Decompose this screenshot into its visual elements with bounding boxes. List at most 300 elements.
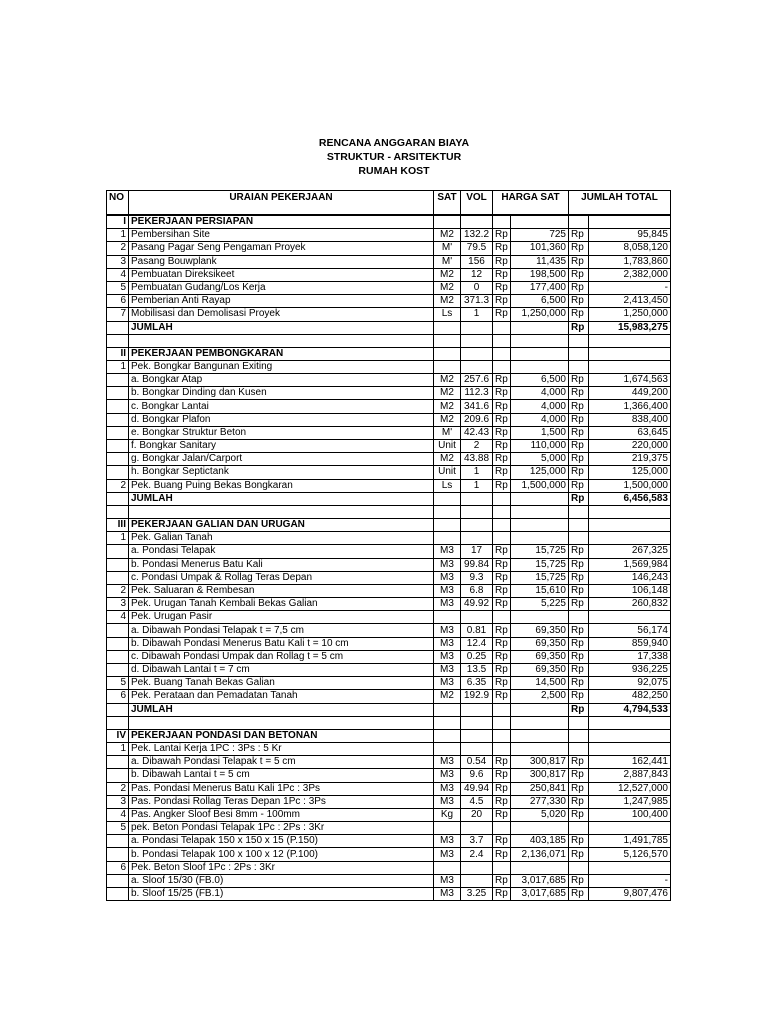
cell-sat [434, 518, 461, 531]
cell-no [107, 321, 129, 334]
cell-jumlah: 12,527,000 [589, 782, 671, 795]
cell-harga-currency [493, 518, 511, 531]
cell-vol: 6.35 [461, 677, 493, 690]
cell-vol: 341.6 [461, 400, 493, 413]
cell-jumlah: 1,783,860 [589, 255, 671, 268]
table-row [107, 888, 671, 901]
cell-no: II [107, 347, 129, 360]
cell-no: 6 [107, 295, 129, 308]
cell-jumlah-currency [569, 611, 589, 624]
cell-harga-currency [493, 742, 511, 755]
cell-jumlah [589, 611, 671, 624]
header-uraian: URAIAN PEKERJAAN [129, 191, 434, 216]
cell-jumlah-currency: Rp [569, 756, 589, 769]
table-row [107, 453, 671, 466]
cell-uraian: d. Bongkar Plafon [129, 413, 434, 426]
cell-jumlah [589, 518, 671, 531]
cell-jumlah-currency: Rp [569, 242, 589, 255]
cell-harga-currency [493, 703, 511, 716]
cell-no [107, 769, 129, 782]
cell-harga-currency: Rp [493, 229, 511, 242]
cell-harga: 198,500 [511, 268, 569, 281]
cell-harga [511, 215, 569, 229]
spacer-row [107, 334, 671, 347]
cell-no: IV [107, 729, 129, 742]
cell-jumlah: 220,000 [589, 440, 671, 453]
cell-harga-currency: Rp [493, 769, 511, 782]
cell-sat [434, 347, 461, 360]
header-vol: VOL [461, 191, 493, 216]
cell-jumlah-currency: Rp [569, 769, 589, 782]
cell-jumlah: 1,491,785 [589, 835, 671, 848]
cell-sat [434, 505, 461, 518]
table-row [107, 782, 671, 795]
cell-vol [461, 716, 493, 729]
cell-harga: 2,500 [511, 690, 569, 703]
cell-jumlah-currency [569, 215, 589, 229]
cell-no [107, 888, 129, 901]
cell-uraian: PEKERJAAN PONDASI DAN BETONAN [129, 729, 434, 742]
table-row [107, 242, 671, 255]
table-row [107, 229, 671, 242]
cell-no: 3 [107, 598, 129, 611]
cell-vol: 49.94 [461, 782, 493, 795]
spacer-row [107, 505, 671, 518]
cell-jumlah-currency: Rp [569, 387, 589, 400]
cell-sat [434, 532, 461, 545]
cell-harga: 4,000 [511, 400, 569, 413]
cell-no [107, 413, 129, 426]
cell-uraian: Pembuatan Direksikeet [129, 268, 434, 281]
cell-sat: M2 [434, 453, 461, 466]
cell-sat [434, 861, 461, 874]
table-row [107, 822, 671, 835]
cell-vol: 49.92 [461, 598, 493, 611]
cell-harga-currency: Rp [493, 756, 511, 769]
cell-vol: 3.25 [461, 888, 493, 901]
cell-sat: M2 [434, 295, 461, 308]
subtotal-row [107, 321, 671, 334]
cell-sat: M3 [434, 664, 461, 677]
cell-no: 2 [107, 242, 129, 255]
cell-vol [461, 729, 493, 742]
cell-jumlah: 95,845 [589, 229, 671, 242]
cell-vol: 2.4 [461, 848, 493, 861]
cell-uraian: PEKERJAAN PEMBONGKARAN [129, 347, 434, 360]
cell-harga-currency: Rp [493, 888, 511, 901]
cell-jumlah: 125,000 [589, 466, 671, 479]
cell-no: 1 [107, 229, 129, 242]
cell-jumlah: 17,338 [589, 650, 671, 663]
cell-harga-currency: Rp [493, 677, 511, 690]
cell-sat: Unit [434, 466, 461, 479]
cell-jumlah [589, 334, 671, 347]
table-row [107, 558, 671, 571]
cell-harga [511, 518, 569, 531]
cell-harga-currency: Rp [493, 281, 511, 294]
cell-jumlah [589, 215, 671, 229]
cell-harga: 177,400 [511, 281, 569, 294]
cell-vol [461, 334, 493, 347]
cell-jumlah-currency: Rp [569, 545, 589, 558]
cell-harga-currency: Rp [493, 782, 511, 795]
cell-sat: M' [434, 426, 461, 439]
cell-jumlah-currency: Rp [569, 584, 589, 597]
cell-sat [434, 716, 461, 729]
cell-vol: 9.6 [461, 769, 493, 782]
cell-sat [434, 215, 461, 229]
cell-jumlah: 4,794,533 [589, 703, 671, 716]
cell-sat: M3 [434, 874, 461, 887]
cell-sat [434, 703, 461, 716]
cell-uraian: b. Pondasi Telapak 100 x 100 x 12 (P.100) [129, 848, 434, 861]
table-row [107, 756, 671, 769]
cell-vol: 132.2 [461, 229, 493, 242]
cell-jumlah: 146,243 [589, 571, 671, 584]
cell-vol [461, 861, 493, 874]
cell-sat: M2 [434, 229, 461, 242]
cell-uraian: Mobilisasi dan Demolisasi Proyek [129, 308, 434, 321]
cell-uraian: a. Pondasi Telapak 150 x 150 x 15 (P.150) [129, 835, 434, 848]
cell-harga [511, 861, 569, 874]
cell-vol [461, 492, 493, 505]
cell-vol: 1 [461, 308, 493, 321]
cell-sat: M3 [434, 650, 461, 663]
cell-no [107, 874, 129, 887]
cell-vol [461, 505, 493, 518]
cell-harga [511, 321, 569, 334]
cell-no: 2 [107, 479, 129, 492]
cell-jumlah: 859,940 [589, 637, 671, 650]
cell-no: 1 [107, 742, 129, 755]
cell-sat: M3 [434, 584, 461, 597]
header-harga: HARGA SAT [493, 191, 569, 216]
cell-jumlah: - [589, 281, 671, 294]
cell-harga-currency: Rp [493, 835, 511, 848]
cell-no [107, 637, 129, 650]
cell-jumlah: 63,645 [589, 426, 671, 439]
document-title [0, 136, 768, 178]
cell-harga: 300,817 [511, 769, 569, 782]
cell-uraian: pek. Beton Pondasi Telapak 1Pc : 2Ps : 3Kr [129, 822, 434, 835]
cell-harga [511, 334, 569, 347]
cell-jumlah-currency [569, 532, 589, 545]
cell-vol: 42.43 [461, 426, 493, 439]
table-row [107, 571, 671, 584]
cell-jumlah-currency: Rp [569, 690, 589, 703]
cell-sat: M2 [434, 268, 461, 281]
cell-no [107, 650, 129, 663]
cell-harga: 6,500 [511, 295, 569, 308]
cell-jumlah-currency: Rp [569, 637, 589, 650]
table-row [107, 479, 671, 492]
cell-uraian: PEKERJAAN GALIAN DAN URUGAN [129, 518, 434, 531]
cell-vol [461, 532, 493, 545]
cell-no [107, 334, 129, 347]
cell-sat: Unit [434, 440, 461, 453]
cell-harga [511, 360, 569, 373]
cell-harga [511, 492, 569, 505]
cell-no [107, 374, 129, 387]
cell-jumlah: 260,832 [589, 598, 671, 611]
cell-harga: 15,725 [511, 571, 569, 584]
cell-jumlah: 6,456,583 [589, 492, 671, 505]
cell-jumlah-currency: Rp [569, 664, 589, 677]
cell-sat: M3 [434, 637, 461, 650]
cell-harga-currency: Rp [493, 413, 511, 426]
cell-harga: 1,500 [511, 426, 569, 439]
table-row [107, 360, 671, 373]
cell-sat: M' [434, 255, 461, 268]
cell-uraian: f. Bongkar Sanitary [129, 440, 434, 453]
cell-vol: 0.54 [461, 756, 493, 769]
cell-uraian: Pek. Perataan dan Pemadatan Tanah [129, 690, 434, 703]
cell-jumlah-currency: Rp [569, 795, 589, 808]
cell-uraian: b. Pondasi Menerus Batu Kali [129, 558, 434, 571]
cell-sat [434, 822, 461, 835]
cell-no [107, 400, 129, 413]
cell-harga: 1,500,000 [511, 479, 569, 492]
cell-vol: 17 [461, 545, 493, 558]
cell-vol: 13.5 [461, 664, 493, 677]
cell-sat: M3 [434, 624, 461, 637]
cell-no [107, 426, 129, 439]
cell-sat [434, 360, 461, 373]
cell-jumlah: 1,247,985 [589, 795, 671, 808]
cell-jumlah-currency: Rp [569, 374, 589, 387]
cell-jumlah-currency [569, 360, 589, 373]
cell-uraian: Pek. Urugan Pasir [129, 611, 434, 624]
cell-harga: 125,000 [511, 466, 569, 479]
cell-uraian: a. Pondasi Telapak [129, 545, 434, 558]
cell-harga: 5,000 [511, 453, 569, 466]
cell-harga-currency: Rp [493, 571, 511, 584]
cell-no [107, 571, 129, 584]
table-row [107, 400, 671, 413]
cell-jumlah: 2,887,843 [589, 769, 671, 782]
cell-harga [511, 505, 569, 518]
cell-jumlah-currency: Rp [569, 308, 589, 321]
cell-no: 7 [107, 308, 129, 321]
cell-uraian: Pembersihan Site [129, 229, 434, 242]
table-row [107, 664, 671, 677]
table-header-row [107, 191, 671, 216]
cell-vol: 1 [461, 479, 493, 492]
cell-jumlah-currency [569, 334, 589, 347]
cell-harga [511, 742, 569, 755]
cell-uraian: PEKERJAAN PERSIAPAN [129, 215, 434, 229]
cell-harga-currency: Rp [493, 255, 511, 268]
cell-uraian: Pek. Buang Puing Bekas Bongkaran [129, 479, 434, 492]
table-row [107, 637, 671, 650]
table-row [107, 281, 671, 294]
cell-jumlah: 9,807,476 [589, 888, 671, 901]
cell-harga-currency [493, 492, 511, 505]
cell-jumlah [589, 716, 671, 729]
table-row [107, 387, 671, 400]
cell-uraian: c. Dibawah Pondasi Umpak dan Rollag t = 5 cm [129, 650, 434, 663]
cell-jumlah-currency: Rp [569, 255, 589, 268]
cell-vol: 192.9 [461, 690, 493, 703]
cell-no [107, 756, 129, 769]
cell-vol [461, 611, 493, 624]
cell-sat: M2 [434, 400, 461, 413]
cell-sat: M2 [434, 281, 461, 294]
cell-harga-currency: Rp [493, 637, 511, 650]
cell-harga: 11,435 [511, 255, 569, 268]
cell-harga-currency [493, 716, 511, 729]
cell-vol: 9.3 [461, 571, 493, 584]
table-row [107, 374, 671, 387]
cell-jumlah-currency: Rp [569, 677, 589, 690]
cell-uraian: JUMLAH [129, 321, 434, 334]
cell-jumlah-currency [569, 505, 589, 518]
cell-harga: 1,250,000 [511, 308, 569, 321]
cell-jumlah: - [589, 874, 671, 887]
cell-sat: M' [434, 242, 461, 255]
cell-no [107, 848, 129, 861]
cell-sat [434, 742, 461, 755]
cell-no: I [107, 215, 129, 229]
cell-jumlah: 8,058,120 [589, 242, 671, 255]
cell-harga-currency [493, 611, 511, 624]
cell-jumlah [589, 822, 671, 835]
cell-harga-currency [493, 347, 511, 360]
cell-uraian [129, 334, 434, 347]
cell-harga-currency: Rp [493, 479, 511, 492]
cell-harga-currency: Rp [493, 650, 511, 663]
cell-jumlah: 162,441 [589, 756, 671, 769]
cell-no [107, 492, 129, 505]
cell-harga: 6,500 [511, 374, 569, 387]
cell-no: 5 [107, 677, 129, 690]
cell-sat [434, 611, 461, 624]
spacer-row [107, 716, 671, 729]
cell-jumlah [589, 347, 671, 360]
cell-jumlah-currency: Rp [569, 453, 589, 466]
cell-jumlah-currency: Rp [569, 466, 589, 479]
cell-harga-currency: Rp [493, 387, 511, 400]
cell-sat: M2 [434, 374, 461, 387]
cell-harga-currency [493, 505, 511, 518]
subtotal-row [107, 492, 671, 505]
table-row [107, 835, 671, 848]
cell-harga-currency: Rp [493, 598, 511, 611]
cell-harga: 110,000 [511, 440, 569, 453]
cell-jumlah: 1,500,000 [589, 479, 671, 492]
cell-harga: 2,136,071 [511, 848, 569, 861]
cell-harga-currency: Rp [493, 295, 511, 308]
cell-sat: M3 [434, 558, 461, 571]
section-row [107, 347, 671, 360]
cell-uraian: h. Bongkar Septictank [129, 466, 434, 479]
cell-harga-currency: Rp [493, 690, 511, 703]
cell-vol: 2 [461, 440, 493, 453]
cell-vol [461, 215, 493, 229]
cell-no [107, 558, 129, 571]
cell-harga-currency: Rp [493, 808, 511, 821]
cell-vol: 156 [461, 255, 493, 268]
cell-harga-currency: Rp [493, 584, 511, 597]
table-row [107, 268, 671, 281]
cell-jumlah-currency: Rp [569, 413, 589, 426]
cell-harga-currency [493, 861, 511, 874]
cell-jumlah: 1,674,563 [589, 374, 671, 387]
cell-jumlah-currency: Rp [569, 400, 589, 413]
cell-harga-currency: Rp [493, 795, 511, 808]
cell-sat: M3 [434, 795, 461, 808]
cell-harga-currency: Rp [493, 440, 511, 453]
cell-jumlah-currency [569, 729, 589, 742]
cell-jumlah-currency: Rp [569, 479, 589, 492]
table-row [107, 295, 671, 308]
cell-jumlah-currency [569, 716, 589, 729]
cell-no: 2 [107, 584, 129, 597]
cell-sat: M3 [434, 769, 461, 782]
cell-uraian: Pemberian Anti Rayap [129, 295, 434, 308]
cell-vol [461, 321, 493, 334]
cell-harga [511, 347, 569, 360]
table-row [107, 466, 671, 479]
cell-sat: M2 [434, 690, 461, 703]
cell-no [107, 664, 129, 677]
cell-vol: 20 [461, 808, 493, 821]
cell-harga-currency [493, 215, 511, 229]
cell-harga: 277,330 [511, 795, 569, 808]
cell-harga: 4,000 [511, 413, 569, 426]
cell-no: 5 [107, 822, 129, 835]
cell-jumlah-currency: Rp [569, 492, 589, 505]
cell-harga: 250,841 [511, 782, 569, 795]
cell-sat: M3 [434, 545, 461, 558]
cell-harga: 15,610 [511, 584, 569, 597]
cell-harga [511, 703, 569, 716]
cell-harga: 14,500 [511, 677, 569, 690]
cell-vol: 0.81 [461, 624, 493, 637]
cell-jumlah-currency: Rp [569, 650, 589, 663]
cell-uraian: a. Bongkar Atap [129, 374, 434, 387]
cell-uraian: b. Bongkar Dinding dan Kusen [129, 387, 434, 400]
cell-uraian: Pek. Galian Tanah [129, 532, 434, 545]
cell-uraian [129, 716, 434, 729]
cell-jumlah [589, 532, 671, 545]
cell-vol: 371.3 [461, 295, 493, 308]
cell-no: 6 [107, 861, 129, 874]
cell-no: III [107, 518, 129, 531]
cell-harga: 3,017,685 [511, 888, 569, 901]
cell-uraian [129, 505, 434, 518]
cell-uraian: c. Pondasi Umpak & Rollag Teras Depan [129, 571, 434, 584]
cell-uraian: Pek. Buang Tanah Bekas Galian [129, 677, 434, 690]
cell-vol: 12.4 [461, 637, 493, 650]
cell-sat: M3 [434, 756, 461, 769]
cell-uraian: Pek. Beton Sloof 1Pc : 2Ps : 3Kr [129, 861, 434, 874]
table-row [107, 584, 671, 597]
cell-no: 1 [107, 360, 129, 373]
cell-harga-currency [493, 532, 511, 545]
cell-harga-currency [493, 360, 511, 373]
cell-sat: M2 [434, 387, 461, 400]
cell-jumlah [589, 360, 671, 373]
cell-jumlah-currency [569, 518, 589, 531]
cell-harga: 69,350 [511, 624, 569, 637]
cell-harga [511, 611, 569, 624]
cell-vol [461, 822, 493, 835]
cell-no [107, 453, 129, 466]
cell-uraian: g. Bongkar Jalan/Carport [129, 453, 434, 466]
cell-harga [511, 729, 569, 742]
cell-harga-currency: Rp [493, 624, 511, 637]
